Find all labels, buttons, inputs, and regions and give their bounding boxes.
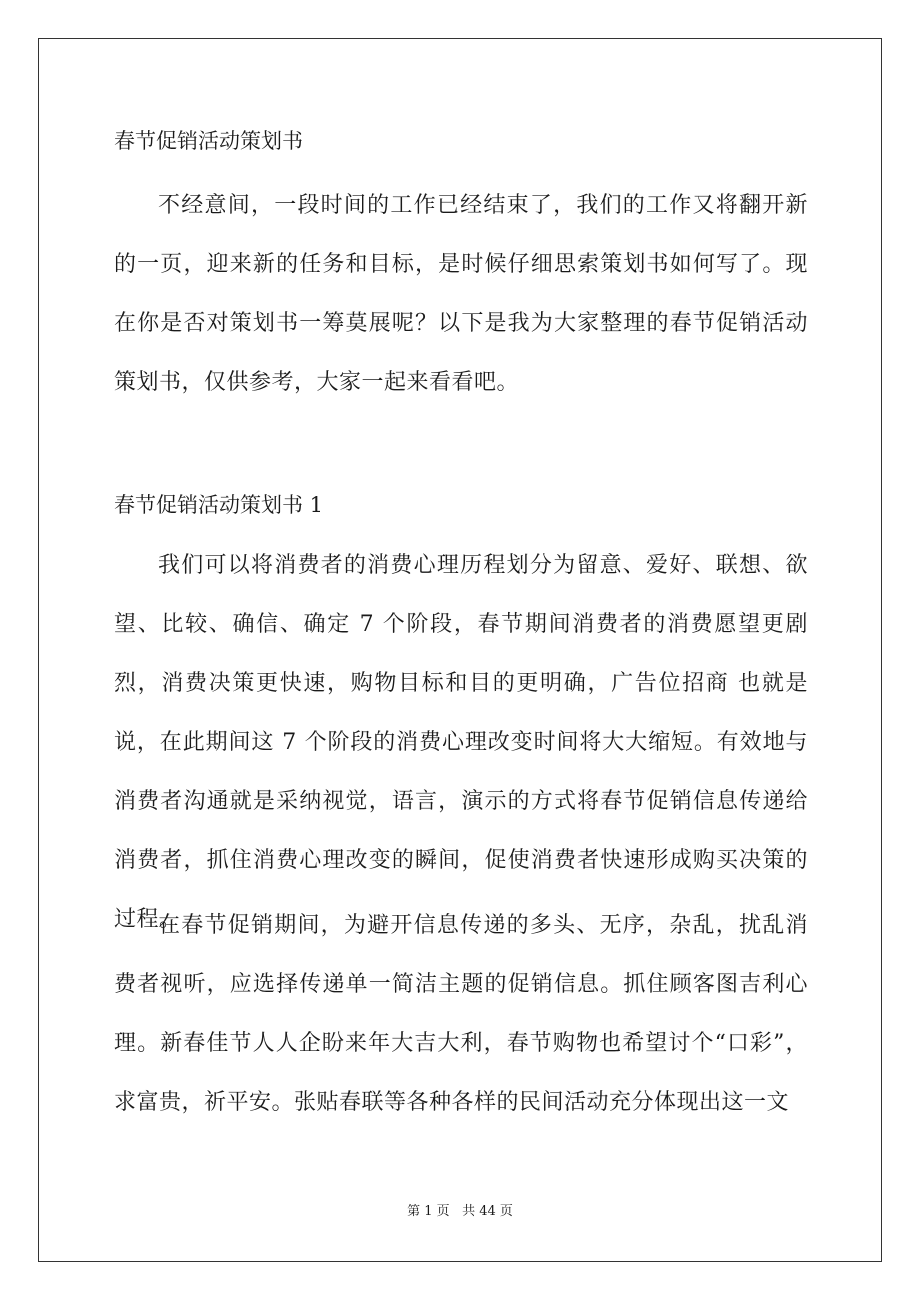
page-number: 第 1 页 (407, 1204, 450, 1219)
page-total: 共 44 页 (462, 1204, 513, 1219)
section-1-title: 春节促销活动策划书 1 (114, 493, 324, 517)
document-title: 春节促销活动策划书 (114, 129, 303, 153)
section-1-paragraph-2: 在春节促销期间，为避开信息传递的多头、无序，杂乱，扰乱消费者视听，应选择传递单一简洁主题的促销信息。抓住顾客图吉利心理。新春佳节人人企盼来年大吉大利，春节购物也希望讨个“口彩”，求富贵，祈平安。张贴春联等各种各样的民间活动充分体现出这一文 (114, 913, 808, 1115)
section-1-paragraph-1: 我们可以将消费者的消费心理历程划分为留意、爱好、联想、欲望、比较、确信、确定 7 个阶段，春节期间消费者的消费愿望更剧烈，消费决策更快速，购物目标和目的更明确，广告位招商 也就是说，在此期间这 7 个阶段的消费心理改变时间将大大缩短。有效地与消费者沟通就是采纳视觉，语言，演示的方式将春节促销信息传递给消费者，抓住消费心理改变的瞬间，促使消费者快速形成购买决策的过程。 (114, 553, 808, 932)
intro-paragraph: 不经意间，一段时间的工作已经结束了，我们的工作又将翻开新的一页，迎来新的任务和目标，是时候仔细思索策划书如何写了。现在你是否对策划书一筹莫展呢？以下是我为大家整理的春节促销活动策划书，仅供参考，大家一起来看看吧。 (114, 193, 808, 395)
page-footer (0, 1202, 920, 1222)
